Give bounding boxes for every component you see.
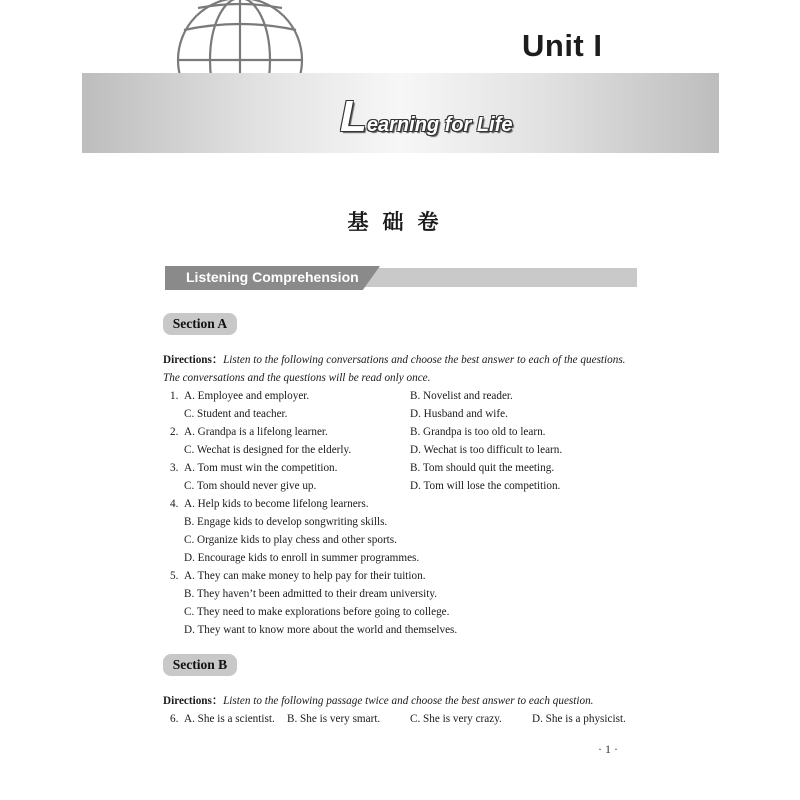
option-c: C. Student and teacher. bbox=[184, 408, 288, 420]
question-number: 2. bbox=[170, 426, 179, 438]
option-d: D. Wechat is too difficult to learn. bbox=[410, 444, 563, 456]
option-b: B. She is very smart. bbox=[287, 713, 381, 725]
section-a-directions bbox=[163, 351, 625, 369]
option-d: D. They want to know more about the world and themselves. bbox=[184, 624, 458, 636]
option-c: C. Wechat is designed for the elderly. bbox=[184, 444, 352, 456]
option-a: A. Employee and employer. bbox=[184, 390, 310, 402]
globe-icon bbox=[170, 0, 310, 78]
option-d: D. Tom will lose the competition. bbox=[410, 480, 561, 492]
option-a: A. She is a scientist. bbox=[184, 713, 275, 725]
directions-text: The conversations and the questions will be read only once. bbox=[163, 372, 431, 384]
option-c: C. Tom should never give up. bbox=[184, 480, 317, 492]
directions-text: Listen to the following passage twice and choose the best answer to each question. bbox=[223, 695, 594, 707]
option-b: B. They haven’t been admitted to their dream university. bbox=[184, 588, 437, 600]
option-b: B. Tom should quit the meeting. bbox=[410, 462, 555, 474]
directions-label: Directions： bbox=[163, 354, 224, 366]
option-c: C. She is very crazy. bbox=[410, 713, 502, 725]
option-d: D. Husband and wife. bbox=[410, 408, 508, 420]
option-a: A. Help kids to become lifelong learners. bbox=[184, 498, 369, 510]
option-b: B. Engage kids to develop songwriting skills. bbox=[184, 516, 388, 528]
option-c: C. They need to make explorations before going to college. bbox=[184, 606, 450, 618]
unit-subtitle-initial: L bbox=[340, 92, 367, 141]
option-a: A. Tom must win the competition. bbox=[184, 462, 338, 474]
question-number: 5. bbox=[170, 570, 179, 582]
option-a: A. They can make money to help pay for their tuition. bbox=[184, 570, 426, 582]
question-number: 3. bbox=[170, 462, 179, 474]
option-b: B. Grandpa is too old to learn. bbox=[410, 426, 546, 438]
section-heading: Listening Comprehension bbox=[186, 269, 359, 285]
directions-text: Listen to the following conversations and choose the best answer to each of the questions. bbox=[223, 354, 626, 366]
option-d: D. Encourage kids to enroll in summer programmes. bbox=[184, 552, 420, 564]
unit-title: Unit I bbox=[522, 28, 603, 63]
option-d: D. She is a physicist. bbox=[532, 713, 626, 725]
page-number: · 1 · bbox=[598, 742, 618, 756]
option-a: A. Grandpa is a lifelong learner. bbox=[184, 426, 328, 438]
option-c: C. Organize kids to play chess and other sports. bbox=[184, 534, 397, 546]
question-number: 4. bbox=[170, 498, 179, 510]
section-b-label: Section B bbox=[163, 654, 237, 676]
section-a-directions-line2 bbox=[163, 369, 430, 387]
question-number: 6. bbox=[170, 713, 179, 725]
option-b: B. Novelist and reader. bbox=[410, 390, 513, 402]
unit-subtitle bbox=[340, 92, 512, 142]
section-b-directions bbox=[163, 692, 593, 710]
directions-label: Directions： bbox=[163, 695, 224, 707]
volume-title: 基础卷 bbox=[347, 210, 453, 234]
section-a-label: Section A bbox=[163, 313, 237, 335]
question-number: 1. bbox=[170, 390, 179, 402]
unit-subtitle-rest: earning for Life bbox=[366, 114, 513, 136]
